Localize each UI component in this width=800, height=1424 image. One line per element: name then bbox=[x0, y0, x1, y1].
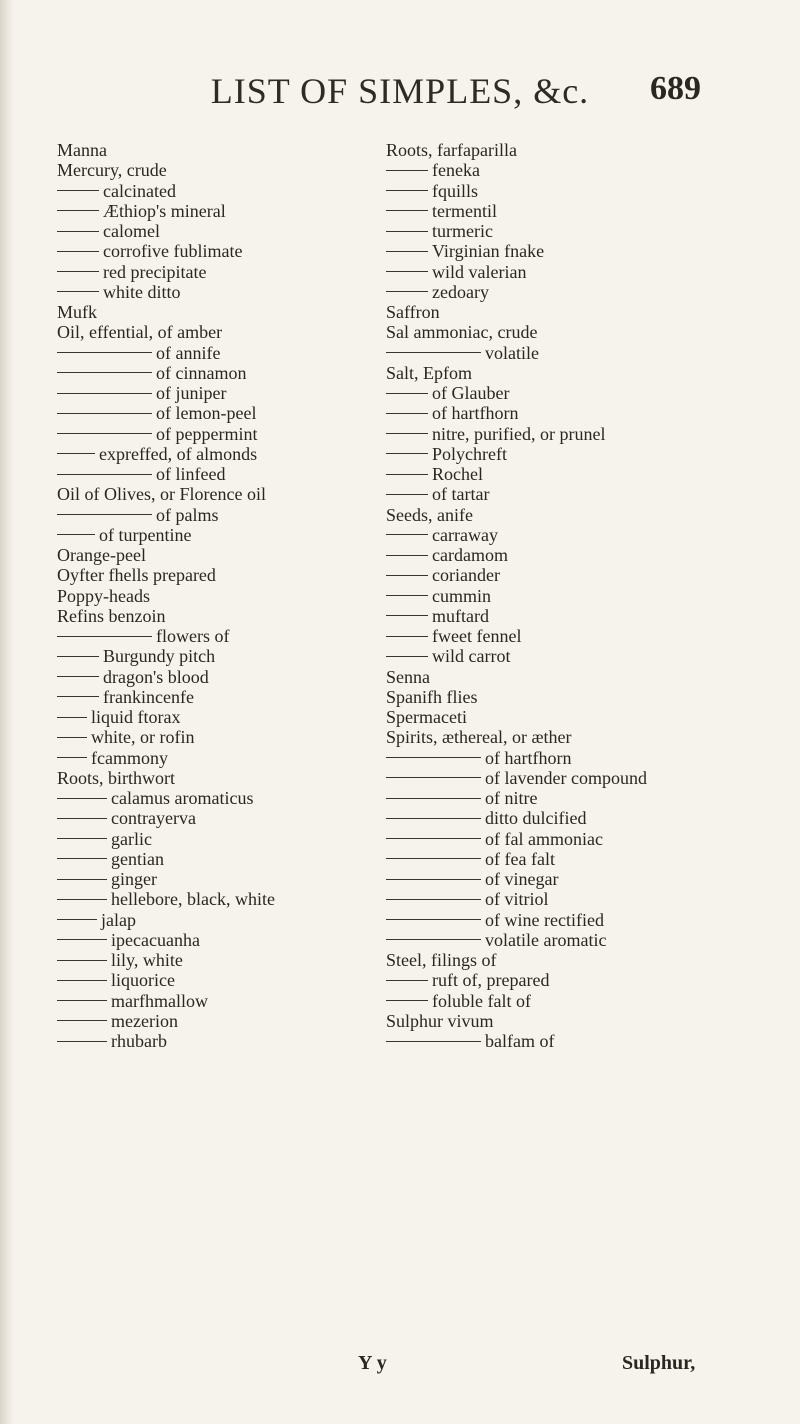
right-column bbox=[386, 140, 686, 1051]
entry-text: Spanifh flies bbox=[386, 686, 478, 707]
list-entry bbox=[57, 626, 397, 646]
list-entry bbox=[57, 970, 397, 990]
entry-text: wild carrot bbox=[432, 646, 511, 667]
entry-text: Seeds, anife bbox=[386, 504, 473, 525]
entry-text: Steel, filings of bbox=[386, 950, 497, 970]
entry-text: liquid ftorax bbox=[91, 707, 181, 727]
entry-text: Æthiop's mineral bbox=[103, 200, 226, 221]
list-entry bbox=[57, 484, 397, 504]
ditto-dash bbox=[386, 595, 428, 596]
ditto-dash bbox=[57, 474, 152, 475]
entry-text: of wine rectified bbox=[485, 909, 604, 930]
entry-text: Roots, birthwort bbox=[57, 767, 176, 788]
entry-text: of vinegar bbox=[485, 869, 559, 889]
entry-text: contrayerva bbox=[111, 808, 196, 829]
list-entry bbox=[57, 302, 397, 322]
entry-text: expreffed, of almonds bbox=[99, 443, 258, 464]
list-entry bbox=[57, 221, 397, 241]
ditto-dash bbox=[386, 474, 428, 475]
list-entry bbox=[57, 950, 397, 970]
ditto-dash bbox=[57, 960, 107, 961]
list-entry bbox=[57, 586, 397, 606]
list-entry bbox=[57, 667, 397, 687]
entry-text: cummin bbox=[432, 585, 491, 606]
list-entry bbox=[386, 586, 686, 606]
running-head: LIST OF SIMPLES, &c. bbox=[210, 71, 590, 111]
entry-text: carraway bbox=[432, 524, 498, 545]
list-entry bbox=[57, 383, 397, 403]
list-entry bbox=[386, 748, 686, 768]
entry-text: wild valerian bbox=[432, 261, 527, 282]
list-entry bbox=[57, 181, 397, 201]
ditto-dash bbox=[57, 231, 99, 232]
entry-text: Mercury, crude bbox=[57, 160, 167, 181]
list-entry bbox=[57, 869, 397, 889]
list-entry bbox=[57, 282, 397, 302]
ditto-dash bbox=[386, 818, 481, 819]
entry-text: of hartfhorn bbox=[485, 747, 572, 768]
entry-text: Saffron bbox=[386, 302, 440, 322]
list-entry bbox=[386, 464, 686, 484]
entry-text: zedoary bbox=[432, 281, 489, 302]
ditto-dash bbox=[386, 1000, 428, 1001]
ditto-dash bbox=[57, 798, 107, 799]
entry-text: Orange-peel bbox=[57, 545, 146, 565]
entry-text: fquills bbox=[432, 180, 479, 201]
entry-text: garlic bbox=[111, 828, 152, 849]
list-entry bbox=[386, 484, 686, 504]
list-entry bbox=[57, 525, 397, 545]
list-entry bbox=[386, 667, 686, 687]
ditto-dash bbox=[57, 696, 99, 697]
entry-text: of lavender compound bbox=[485, 767, 647, 788]
ditto-dash bbox=[57, 514, 152, 515]
ditto-dash bbox=[386, 757, 481, 758]
ditto-dash bbox=[386, 858, 481, 859]
entry-text: Polychreft bbox=[432, 443, 507, 464]
ditto-dash bbox=[57, 352, 152, 353]
entry-text: Oil of Olives, or Florence oil bbox=[57, 484, 266, 505]
ditto-dash bbox=[57, 899, 107, 900]
entry-text: of annife bbox=[156, 342, 221, 363]
entry-text: turmeric bbox=[432, 221, 493, 241]
entry-text: feneka bbox=[432, 160, 480, 181]
ditto-dash bbox=[57, 818, 107, 819]
ditto-dash bbox=[386, 291, 428, 292]
list-entry bbox=[386, 505, 686, 525]
list-entry bbox=[57, 363, 397, 383]
ditto-dash bbox=[386, 251, 428, 252]
list-entry bbox=[386, 727, 686, 747]
entry-text: gentian bbox=[111, 848, 164, 869]
list-entry bbox=[386, 343, 686, 363]
list-entry bbox=[57, 727, 397, 747]
list-entry bbox=[57, 646, 397, 666]
entry-text: of juniper bbox=[156, 383, 227, 403]
ditto-dash bbox=[386, 271, 428, 272]
entry-text: Refins benzoin bbox=[57, 605, 166, 626]
ditto-dash bbox=[57, 1041, 107, 1042]
list-entry bbox=[386, 930, 686, 950]
entry-text: Spermaceti bbox=[386, 707, 467, 727]
list-entry bbox=[57, 565, 397, 585]
entry-text: Mufk bbox=[57, 302, 97, 322]
ditto-dash bbox=[386, 636, 428, 637]
ditto-dash bbox=[386, 210, 428, 211]
entry-text: Sal ammoniac, crude bbox=[386, 322, 538, 343]
list-entry bbox=[57, 201, 397, 221]
list-entry bbox=[386, 525, 686, 545]
entry-text: Rochel bbox=[432, 464, 483, 484]
entry-text: Burgundy pitch bbox=[103, 646, 216, 667]
ditto-dash bbox=[57, 393, 152, 394]
ditto-dash bbox=[386, 170, 428, 171]
entry-text: mezerion bbox=[111, 1010, 178, 1031]
list-entry bbox=[386, 403, 686, 423]
ditto-dash bbox=[386, 453, 428, 454]
list-entry bbox=[386, 910, 686, 930]
entry-text: ruft of, prepared bbox=[432, 970, 550, 991]
ditto-dash bbox=[57, 636, 152, 637]
ditto-dash bbox=[57, 838, 107, 839]
ditto-dash bbox=[386, 555, 428, 556]
ditto-dash bbox=[386, 838, 481, 839]
list-entry bbox=[57, 241, 397, 261]
ditto-dash bbox=[57, 190, 99, 191]
entry-text: Roots, farfaparilla bbox=[386, 140, 517, 160]
entry-text: white, or rofin bbox=[91, 727, 195, 748]
list-entry bbox=[57, 140, 397, 160]
list-entry bbox=[386, 545, 686, 565]
ditto-dash bbox=[57, 291, 99, 292]
list-entry bbox=[386, 687, 686, 707]
entry-text: frankincenfe bbox=[103, 686, 194, 707]
list-entry bbox=[386, 849, 686, 869]
ditto-dash bbox=[386, 879, 481, 880]
ditto-dash bbox=[57, 919, 97, 920]
list-entry bbox=[386, 383, 686, 403]
list-entry bbox=[386, 768, 686, 788]
ditto-dash bbox=[57, 271, 99, 272]
list-entry bbox=[57, 930, 397, 950]
ditto-dash bbox=[386, 534, 428, 535]
entry-text: flowers of bbox=[156, 626, 230, 646]
list-entry bbox=[57, 464, 397, 484]
entry-text: volatile bbox=[485, 342, 539, 363]
entry-text: nitre, purified, or prunel bbox=[432, 423, 606, 444]
entry-text: Salt, Epfom bbox=[386, 362, 472, 383]
list-entry bbox=[386, 889, 686, 909]
ditto-dash bbox=[57, 433, 152, 434]
ditto-dash bbox=[57, 1020, 107, 1021]
entry-text: of peppermint bbox=[156, 423, 258, 444]
entry-text: muftard bbox=[432, 605, 489, 626]
list-entry bbox=[57, 505, 397, 525]
entry-text: balfam of bbox=[485, 1031, 555, 1051]
list-entry bbox=[57, 262, 397, 282]
list-entry bbox=[57, 343, 397, 363]
ditto-dash bbox=[386, 615, 428, 616]
ditto-dash bbox=[386, 231, 428, 232]
list-entry bbox=[57, 768, 397, 788]
list-entry bbox=[386, 1011, 686, 1031]
ditto-dash bbox=[57, 879, 107, 880]
entry-text: termentil bbox=[432, 200, 497, 221]
entry-text: ditto dulcified bbox=[485, 808, 587, 829]
entry-text: of fea falt bbox=[485, 848, 555, 869]
entry-text: hellebore, black, white bbox=[111, 889, 275, 910]
entry-text: of tartar bbox=[432, 484, 490, 505]
list-entry bbox=[57, 545, 397, 565]
list-entry bbox=[386, 282, 686, 302]
ditto-dash bbox=[57, 717, 87, 718]
ditto-dash bbox=[57, 656, 99, 657]
ditto-dash bbox=[57, 757, 87, 758]
entry-text: jalap bbox=[101, 909, 136, 930]
ditto-dash bbox=[57, 1000, 107, 1001]
list-entry bbox=[57, 991, 397, 1011]
entry-text: Spirits, æthereal, or æther bbox=[386, 727, 572, 748]
page-header bbox=[0, 70, 800, 130]
ditto-dash bbox=[57, 676, 99, 677]
list-entry bbox=[386, 606, 686, 626]
ditto-dash bbox=[386, 433, 428, 434]
list-entry bbox=[386, 160, 686, 180]
entry-text: rhubarb bbox=[111, 1031, 167, 1051]
ditto-dash bbox=[57, 251, 99, 252]
entry-text: coriander bbox=[432, 565, 500, 586]
entry-text: of nitre bbox=[485, 788, 538, 808]
list-entry bbox=[386, 788, 686, 808]
list-entry bbox=[386, 140, 686, 160]
entry-text: foluble falt of bbox=[432, 990, 531, 1011]
list-entry bbox=[386, 181, 686, 201]
catchword: Sulphur, bbox=[622, 1352, 696, 1374]
entry-text: Sulphur vivum bbox=[386, 1010, 494, 1031]
list-entry bbox=[57, 788, 397, 808]
list-entry bbox=[386, 444, 686, 464]
ditto-dash bbox=[386, 352, 481, 353]
entry-text: ipecacuanha bbox=[111, 929, 200, 950]
entry-text: fcammony bbox=[91, 747, 168, 768]
entry-text: dragon's blood bbox=[103, 666, 209, 687]
list-entry bbox=[386, 241, 686, 261]
list-entry bbox=[386, 808, 686, 828]
ditto-dash bbox=[57, 737, 87, 738]
entry-text: of Glauber bbox=[432, 383, 510, 403]
entry-text: fweet fennel bbox=[432, 626, 522, 646]
list-entry bbox=[57, 322, 397, 342]
list-entry bbox=[386, 707, 686, 727]
page-binding-edge bbox=[0, 0, 14, 1424]
entry-text: volatile aromatic bbox=[485, 929, 607, 950]
list-entry bbox=[57, 687, 397, 707]
list-entry bbox=[386, 869, 686, 889]
list-entry bbox=[57, 444, 397, 464]
signature-mark: Y y bbox=[358, 1352, 387, 1374]
list-entry bbox=[57, 160, 397, 180]
entry-text: calcinated bbox=[103, 180, 176, 201]
ditto-dash bbox=[57, 372, 152, 373]
ditto-dash bbox=[57, 210, 99, 211]
list-entry bbox=[57, 707, 397, 727]
ditto-dash bbox=[386, 919, 481, 920]
entry-text: of cinnamon bbox=[156, 362, 247, 383]
ditto-dash bbox=[386, 939, 481, 940]
list-entry bbox=[57, 403, 397, 423]
ditto-dash bbox=[57, 413, 152, 414]
list-entry bbox=[386, 970, 686, 990]
list-entry bbox=[386, 424, 686, 444]
ditto-dash bbox=[386, 980, 428, 981]
ditto-dash bbox=[386, 393, 428, 394]
entry-text: red precipitate bbox=[103, 261, 207, 282]
entry-text: ginger bbox=[111, 869, 157, 889]
ditto-dash bbox=[386, 575, 428, 576]
list-entry bbox=[386, 201, 686, 221]
ditto-dash bbox=[57, 534, 95, 535]
entry-text: Oyfter fhells prepared bbox=[57, 565, 216, 586]
ditto-dash bbox=[386, 1041, 481, 1042]
list-entry bbox=[57, 1011, 397, 1031]
ditto-dash bbox=[386, 777, 481, 778]
entry-text: white ditto bbox=[103, 281, 181, 302]
entry-text: calomel bbox=[103, 221, 160, 241]
entry-text: Oil, effential, of amber bbox=[57, 322, 223, 343]
list-entry bbox=[57, 424, 397, 444]
entry-text: Virginian fnake bbox=[432, 241, 545, 262]
ditto-dash bbox=[386, 494, 428, 495]
entry-text: of linfeed bbox=[156, 464, 226, 484]
entry-text: liquorice bbox=[111, 970, 175, 991]
ditto-dash bbox=[57, 453, 95, 454]
ditto-dash bbox=[386, 798, 481, 799]
list-entry bbox=[386, 322, 686, 342]
list-entry bbox=[386, 363, 686, 383]
list-entry bbox=[386, 565, 686, 585]
list-entry bbox=[386, 262, 686, 282]
list-entry bbox=[386, 302, 686, 322]
page-number: 689 bbox=[650, 70, 701, 107]
list-entry bbox=[386, 829, 686, 849]
left-column bbox=[57, 140, 397, 1051]
list-entry bbox=[57, 889, 397, 909]
list-entry bbox=[386, 626, 686, 646]
list-entry bbox=[57, 829, 397, 849]
list-entry bbox=[57, 1031, 397, 1051]
list-entry bbox=[57, 748, 397, 768]
list-entry bbox=[57, 606, 397, 626]
list-entry bbox=[57, 849, 397, 869]
entry-text: Poppy-heads bbox=[57, 585, 150, 606]
ditto-dash bbox=[386, 190, 428, 191]
entry-text: of turpentine bbox=[99, 524, 192, 545]
list-entry bbox=[57, 910, 397, 930]
entry-text: of vitriol bbox=[485, 889, 549, 910]
list-entry bbox=[386, 950, 686, 970]
ditto-dash bbox=[57, 858, 107, 859]
entry-text: Senna bbox=[386, 666, 430, 687]
list-entry bbox=[386, 1031, 686, 1051]
list-entry bbox=[386, 646, 686, 666]
list-entry bbox=[386, 991, 686, 1011]
list-entry bbox=[386, 221, 686, 241]
entry-text: calamus aromaticus bbox=[111, 788, 254, 808]
entry-text: Manna bbox=[57, 140, 107, 160]
entry-text: lily, white bbox=[111, 950, 183, 970]
ditto-dash bbox=[57, 939, 107, 940]
entry-text: cardamom bbox=[432, 545, 508, 565]
entry-text: corrofive fublimate bbox=[103, 241, 243, 262]
entry-text: of fal ammoniac bbox=[485, 828, 603, 849]
entry-text: marfhmallow bbox=[111, 990, 208, 1011]
entry-text: of hartfhorn bbox=[432, 403, 519, 424]
list-entry bbox=[57, 808, 397, 828]
ditto-dash bbox=[386, 656, 428, 657]
ditto-dash bbox=[386, 413, 428, 414]
ditto-dash bbox=[386, 899, 481, 900]
entry-text: of lemon-peel bbox=[156, 403, 257, 424]
entry-text: of palms bbox=[156, 504, 219, 525]
ditto-dash bbox=[57, 980, 107, 981]
